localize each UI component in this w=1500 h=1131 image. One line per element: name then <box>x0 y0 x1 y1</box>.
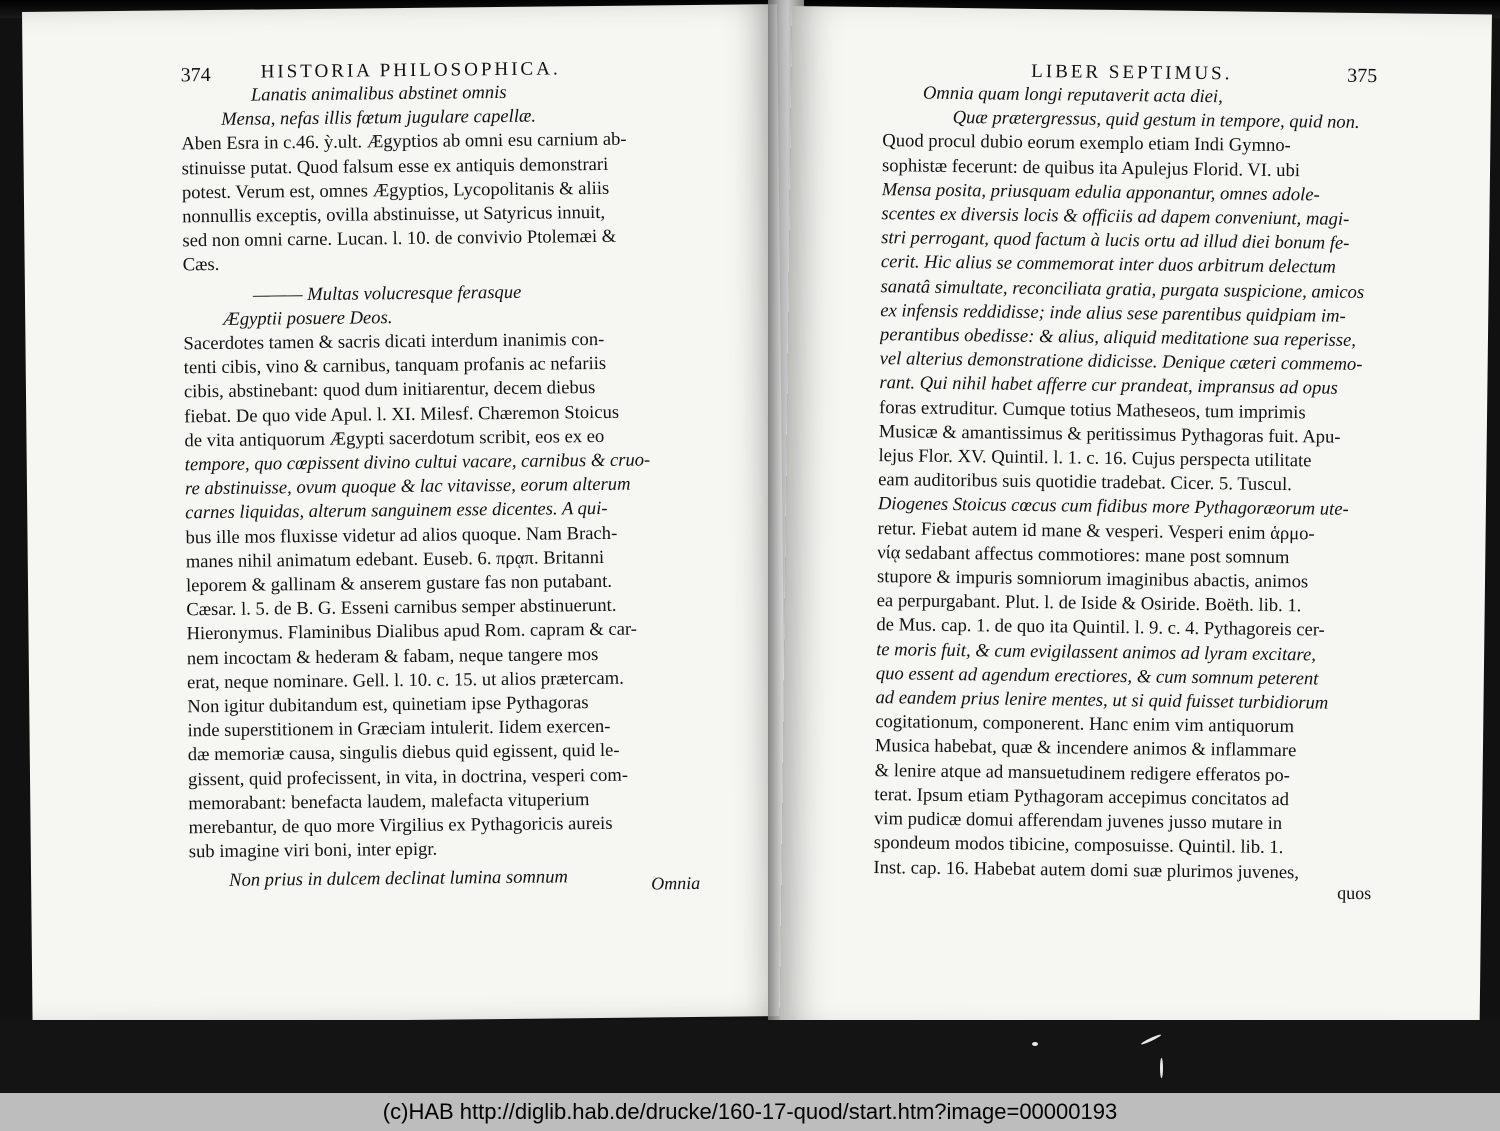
text-line: sanatâ simultate, reconciliata gratia, purgata suspicione, amicos <box>880 275 1365 303</box>
text-line: Lanatis animalibus abstinet omnis <box>250 81 507 106</box>
text-line: spondeum modos tibicine, composuisse. Quintil. lib. 1. <box>873 832 1284 859</box>
text-line: vim pudicæ domui afferendam juvenes jusso mutare in <box>873 808 1283 835</box>
left-page-number: 374 <box>180 64 211 87</box>
text-line: te moris fuit, & cum evigilassent animos ad lyram excitare, <box>876 638 1317 666</box>
scan-bottom-margin <box>0 1020 1500 1093</box>
text-line: scentes ex diversis locis & officiis ad dapem conveniunt, magi- <box>881 203 1350 230</box>
text-line: rant. Qui nihil habet afferre cur prandeat, impransus ad opus <box>879 372 1338 400</box>
image-credit-bar <box>0 1093 1500 1131</box>
left-catchword: Omnia <box>651 872 701 894</box>
text-line: gissent, quid profecissent, in vita, in doctrina, vesperi com- <box>187 764 629 790</box>
text-line: re abstinuisse, ovum quoque & lac vitavisse, eorum alterum <box>184 473 631 500</box>
scan-speck <box>1032 1042 1038 1046</box>
left-running-head: HISTORIA PHILOSOPHICA. <box>260 58 561 83</box>
text-line: stinuisse putat. Quod falsum esse ex antiquis demonstrari <box>181 153 609 179</box>
text-line: Diogenes Stoicus cœcus cum fidibus more Pythagoræorum ute- <box>877 493 1349 521</box>
text-line: Hieronymus. Flaminibus Dialibus apud Rom. capram & car- <box>186 619 638 645</box>
text-line: cibis, abstinebant: quod dum initiarentur, decem diebus <box>183 377 596 403</box>
text-line: ad eandem prius lenire mentes, ut si quid fuisset turbidiorum <box>875 687 1329 714</box>
text-line: cerit. Hic alius se commemorat inter duos arbitrum delectum <box>880 251 1336 279</box>
text-line: eam auditoribus suis quotidie tradebat. Cicer. 5. Tuscul. <box>878 469 1292 496</box>
text-line: νίᾳ sedabant affectus commotiores: mane post somnum <box>877 541 1290 568</box>
text-line: bus ille mos fluxisse videtur ad alios quoque. Nam Brach- <box>185 522 618 548</box>
text-line: Aben Esra in c.46. ỳ.ult. Ægyptios ab omni esu carnium ab- <box>181 129 627 155</box>
left-page-text <box>181 79 717 893</box>
text-line: Ægyptii posuere Deos. <box>223 306 393 330</box>
text-line: erat, neque nominare. Gell. l. 10. c. 15. ut alios prætercam. <box>186 667 624 694</box>
text-line: Inst. cap. 16. Habebat autem domi suæ plurimos juvenes, <box>873 856 1300 883</box>
text-line: tempore, quo cœpissent divino cultui vacare, carnibus & cruo- <box>184 449 651 476</box>
right-page-number: 375 <box>1347 64 1378 88</box>
text-line: cogitationum, componerent. Hanc enim vim antiquorum <box>875 711 1295 738</box>
text-line: lejus Flor. XV. Quintil. l. 1. c. 16. Cujus perspecta utilitate <box>878 445 1312 472</box>
text-line: Mensa, nefas illis fœtum jugulare capellæ. <box>221 105 537 131</box>
text-line: manes nihil animatum edebant. Euseb. 6. πρᾳπ. Britanni <box>185 546 605 573</box>
scan-speck <box>1160 1058 1163 1078</box>
text-line: Cæsar. l. 5. de B. G. Esseni carnibus semper abstinuerunt. <box>186 595 617 621</box>
text-line: vel alterius demonstratione didicisse. Denique cæteri commemo- <box>879 348 1363 376</box>
text-line: foras extruditur. Cumque totius Matheseos, tum imprimis <box>878 396 1306 423</box>
text-line: sed non omni carne. Lucan. l. 10. de convivio Ptolemæi & <box>182 226 617 252</box>
text-line: retur. Fiebat autem id mane & vesperi. Vesperi enim ἁρμο- <box>877 517 1315 545</box>
scan-speck <box>1140 1033 1161 1045</box>
text-line: Sacerdotes tamen & sacris dicati interdum inanimis con- <box>183 328 605 355</box>
text-line: ——— Multas volucresque ferasque <box>252 281 522 306</box>
text-line: carnes liquidas, alterum sanguinem esse dicentes. A qui- <box>185 498 608 524</box>
text-line: Musicæ & amantissimus & peritissimus Pythagoras fuit. Apu- <box>878 420 1341 448</box>
text-line: Quæ prætergressus, quid gestum in tempore, quid non. <box>952 107 1360 134</box>
text-line: nem incoctam & hederam & fabam, neque tangere mos <box>186 643 599 669</box>
text-line: Omnia quam longi reputaverit acta diei, <box>922 82 1223 108</box>
text-line: sophistæ fecerunt: de quibus ita Apulejus Florid. VI. ubi <box>881 154 1301 181</box>
left-page <box>22 4 788 1024</box>
text-line: nonnullis exceptis, ovilla abstinuisse, ut Satyricus innuit, <box>182 201 606 228</box>
text-line: de Mus. cap. 1. de quo ita Quintil. l. 9. c. 4. Pythagoreis cer- <box>876 614 1325 642</box>
text-line: & lenire atque ad mansuetudinem redigere efferatos po- <box>874 759 1291 786</box>
text-line: quo essent ad agendum erectiores, & cum somnum peterent <box>875 662 1319 690</box>
text-line: tenti cibis, vino & carnibus, tanquam profanis ac nefariis <box>183 353 607 379</box>
text-line: memorabant: benefacta laudem, malefacta vituperium <box>188 788 590 815</box>
text-line: dæ memoriæ causa, singulis diebus quid egissent, quid le- <box>187 740 620 766</box>
text-line: Non prius in dulcem declinat lumina somnum <box>228 865 569 891</box>
text-line: stupore & impuris somniorum imaginibus abactis, animos <box>876 566 1309 593</box>
text-line: perantibus obedisse: & alius, aliquid meditatione sua reperisse, <box>879 324 1357 351</box>
text-line: ea perpurgabant. Plut. l. de Iside & Osiride. Boëth. lib. 1. <box>876 590 1302 617</box>
text-line: terat. Ipsum etiam Pythagoram accepimus concitatos ad <box>874 783 1290 811</box>
text-line: Musica habebat, quæ & incendere animos & inflammare <box>874 735 1297 762</box>
image-credit-text: (c)HAB http://diglib.hab.de/drucke/160-17-quod/start.htm?image=00000193 <box>382 1099 1118 1124</box>
text-line: Quod procul dubio eorum exemplo etiam Indi Gymno- <box>882 130 1291 157</box>
text-line: inde superstitionem in Græciam intulerit. Iidem exercen- <box>187 716 611 742</box>
text-line: merebantur, de quo more Virgilius ex Pythagoricis aureis <box>188 812 613 839</box>
text-line: sub imagine viri boni, inter epigr. <box>188 838 438 863</box>
right-page <box>780 6 1492 1032</box>
right-page-text <box>873 81 1388 886</box>
right-running-head: LIBER SEPTIMUS. <box>1031 60 1233 85</box>
text-line: leporem & gallinam & anserem gustare fas non putabant. <box>185 570 613 597</box>
text-line: Non igitur dubitandum est, quinetiam ipse Pythagoras <box>187 692 589 718</box>
text-line: Cæs. <box>182 254 220 276</box>
right-catchword: quos <box>1337 882 1372 904</box>
text-line: stri perrogant, quod factum à lucis ortu ad illud diei bonum fe- <box>881 227 1350 255</box>
text-line: ex infensis reddidisse; inde alius sese parentibus quidpiam im- <box>880 299 1346 327</box>
text-line: Mensa posita, priusquam edulia apponantur, omnes adole- <box>881 178 1320 206</box>
text-line: fiebat. De quo vide Apul. l. XI. Milesf. Chæremon Stoicus <box>184 401 620 427</box>
text-line: de vita antiquorum Ægypti sacerdotum scribit, eos ex eo <box>184 425 605 452</box>
text-line: potest. Verum est, omnes Ægyptios, Lycopolitanis & aliis <box>181 177 610 204</box>
